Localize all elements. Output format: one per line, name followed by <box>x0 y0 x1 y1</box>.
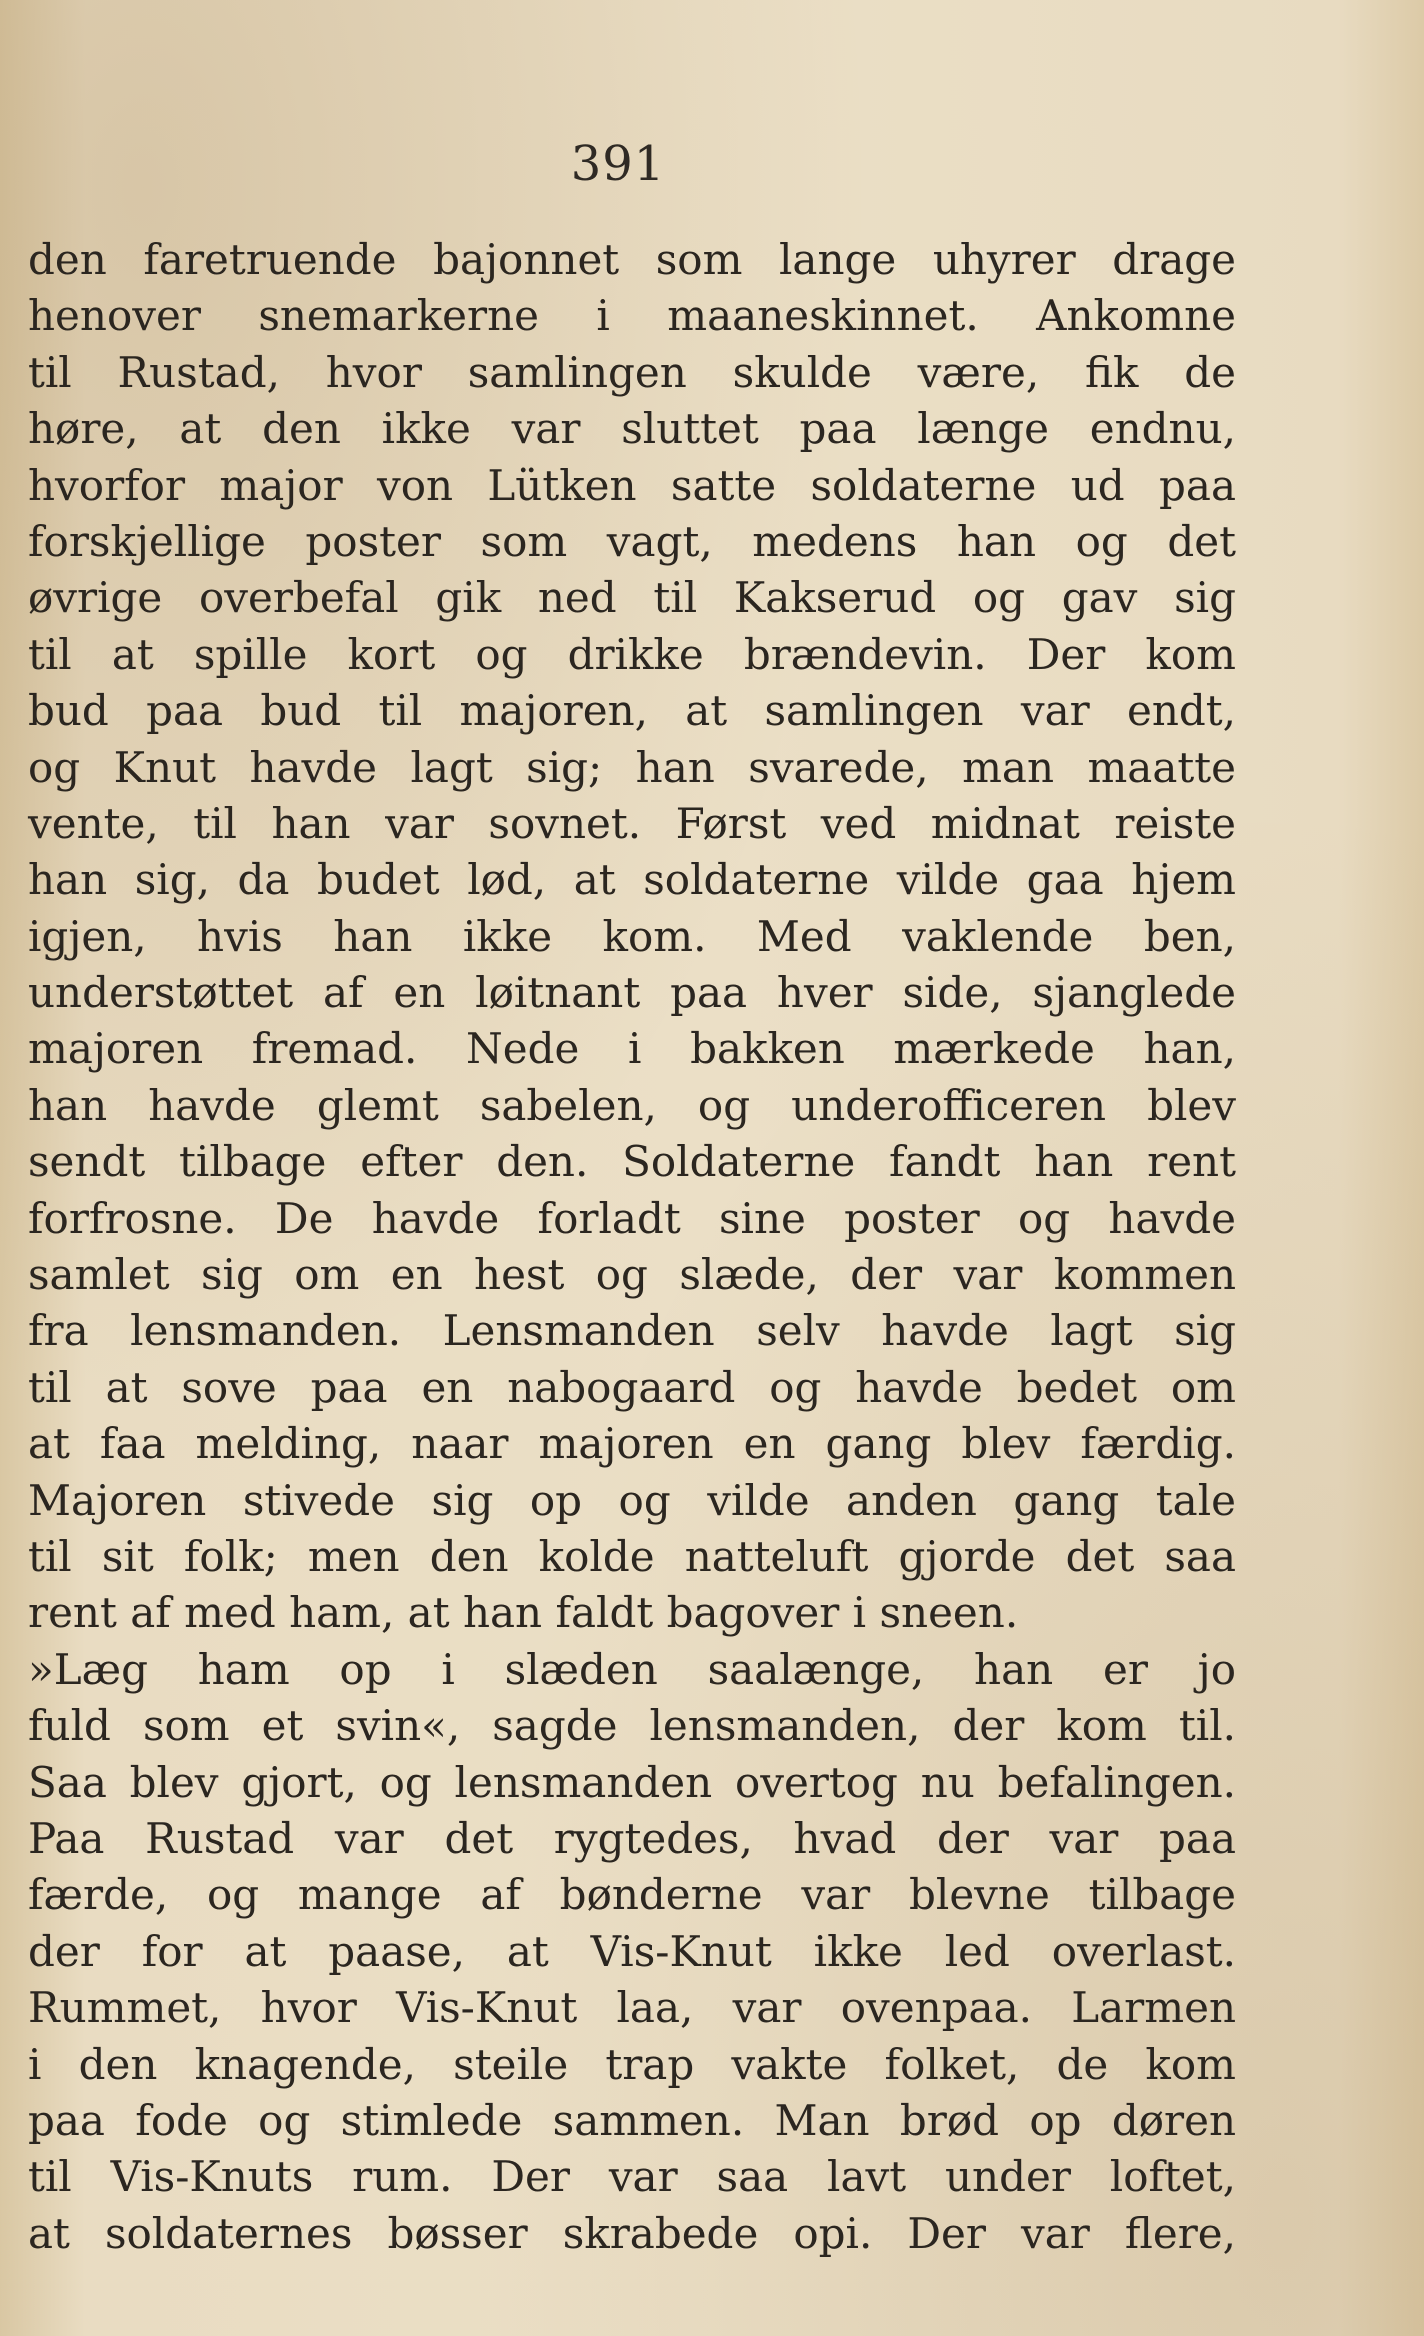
text-line: vente, til han var sovnet. Først ved midnat reiste <box>28 798 1236 848</box>
text-line: den faretruende bajonnet som lange uhyrer drage <box>28 235 1236 284</box>
text-line: Rummet, hvor Vis-Knut laa, var ovenpaa. Larmen <box>28 1983 1236 2033</box>
text-line: majoren fremad. Nede i bakken mærkede han, <box>28 1024 1236 1074</box>
text-line: Majoren stivede sig op og vilde anden gang tale <box>28 1475 1236 1525</box>
text-line: Paa Rustad var det rygtedes, hvad der var paa <box>28 1813 1236 1863</box>
text-line: at soldaternes bøsser skrabede opi. Der var flere, <box>28 2208 1236 2258</box>
text-line: rent af med ham, at han faldt bagover i sneen. <box>28 1588 1019 1638</box>
text-line: forskjellige poster som vagt, medens han og det <box>28 516 1236 566</box>
text-line: der for at paase, at Vis-Knut ikke led overlast. <box>28 1926 1236 1976</box>
body-text <box>28 232 1236 2262</box>
text-line: understøttet af en løitnant paa hver side, sjanglede <box>28 968 1236 1018</box>
text-line: til Rustad, hvor samlingen skulde være, fik de <box>28 347 1236 397</box>
text-line: til at sove paa en nabogaard og havde bedet om <box>28 1362 1236 1412</box>
text-line: henover snemarkerne i maaneskinnet. Ankomne <box>28 291 1236 341</box>
text-line: til sit folk; men den kolde natteluft gjorde det saa <box>28 1531 1236 1581</box>
text-line: og Knut havde lagt sig; han svarede, man maatte <box>28 742 1236 792</box>
text-line: fuld som et svin«, sagde lensmanden, der kom til. <box>28 1701 1236 1751</box>
text-line: at faa melding, naar majoren en gang blev færdig. <box>28 1419 1236 1469</box>
text-line: til at spille kort og drikke brændevin. Der kom <box>28 629 1236 679</box>
text-line: øvrige overbefal gik ned til Kakserud og gav sig <box>28 573 1236 623</box>
text-line: til Vis-Knuts rum. Der var saa lavt under loftet, <box>28 2152 1236 2202</box>
text-line: samlet sig om en hest og slæde, der var kommen <box>28 1250 1236 1300</box>
text-line: Saa blev gjort, og lensmanden overtog nu befalingen. <box>28 1757 1236 1807</box>
text-line: forfrosne. De havde forladt sine poster og havde <box>28 1193 1236 1243</box>
text-line: hvorfor major von Lütken satte soldaterne ud paa <box>28 460 1236 510</box>
text-line: fra lensmanden. Lensmanden selv havde lagt sig <box>28 1306 1236 1356</box>
text-line: i den knagende, steile trap vakte folket, de kom <box>28 2039 1236 2089</box>
text-line: han sig, da budet lød, at soldaterne vilde gaa hjem <box>28 855 1236 905</box>
text-line: høre, at den ikke var sluttet paa længe endnu, <box>28 404 1236 454</box>
text-line: sendt tilbage efter den. Soldaterne fandt han rent <box>28 1137 1236 1187</box>
text-line: paa fode og stimlede sammen. Man brød op døren <box>28 2095 1236 2145</box>
text-line: bud paa bud til majoren, at samlingen var endt, <box>28 686 1236 736</box>
page-number: 391 <box>570 136 666 192</box>
text-line: færde, og mange af bønderne var blevne tilbage <box>28 1870 1236 1920</box>
text-line: han havde glemt sabelen, og underofficeren blev <box>28 1080 1236 1130</box>
text-line: igjen, hvis han ikke kom. Med vaklende ben, <box>28 911 1236 961</box>
text-line: »Læg ham op i slæden saalænge, han er jo <box>28 1644 1236 1694</box>
